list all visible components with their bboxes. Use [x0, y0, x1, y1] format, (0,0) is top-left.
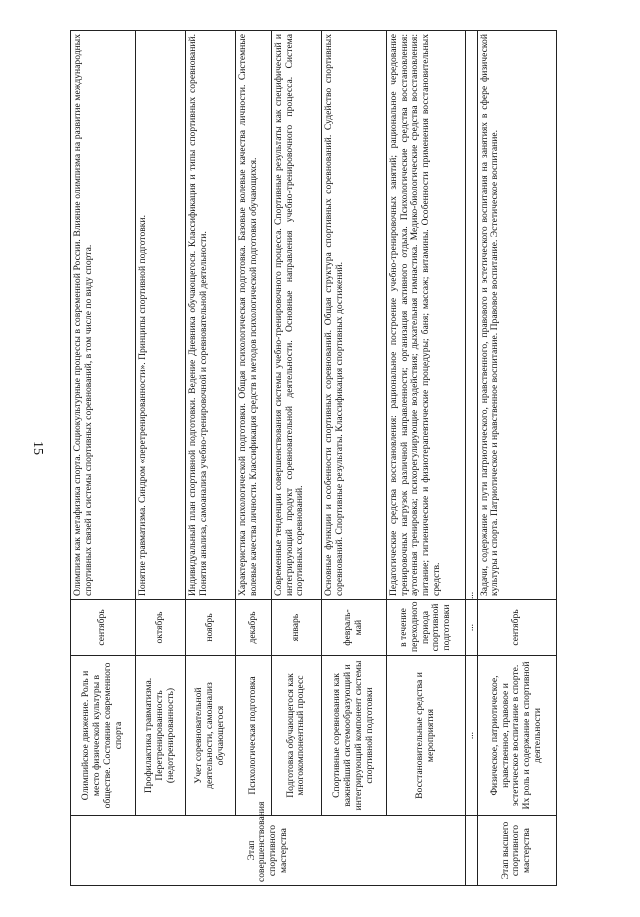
content-cell: Олимпизм как метафизика спорта. Социокультурные процессы в современной России. Влияние олимпизма на развитие международных спортивных связей и системы спортивных соревнований, в том числе по виду спорта.	[71, 31, 136, 600]
content-cell: ...	[465, 31, 477, 600]
content-cell: Педагогические средства восстановления: рациональное построение учебно-тренировочных занятий; рациональное чередование тренировочных нагрузок различной направленности; организация активного отдыха. Психологические средства восстановления: аутогенная тренировка; психорегулирующие воздействия; дыхательная гимнастика. Медико-биологические средства восстановления: питание; гигиенические и физиотерапевтические процедуры; баня; массаж; витамины. Особенности применения восстановительных средств.	[386, 31, 465, 600]
topic-cell: ...	[465, 656, 477, 816]
training-plan-table	[70, 30, 557, 886]
time-cell: сентябрь	[71, 600, 136, 656]
time-cell: в течение переходного периода спортивной подготовки	[386, 600, 465, 656]
table-row	[185, 31, 235, 886]
table-row	[477, 31, 556, 886]
page-number: 15	[30, 441, 45, 455]
stage-cell	[465, 816, 477, 886]
topic-cell: Подготовка обучающегося как многокомпонентный процесс	[271, 656, 321, 816]
time-cell: октябрь	[135, 600, 185, 656]
content-cell: Индивидуальный план спортивной подготовки. Ведение Дневника обучающегося. Классификация и типы спортивных соревнований. Понятия анализа, самоанализа учебно-тренировочной и соревновательной деятельности.	[185, 31, 235, 600]
table-row	[386, 31, 465, 886]
table-row	[71, 31, 136, 886]
scanned-table-frame	[70, 30, 557, 886]
time-cell: январь	[271, 600, 321, 656]
stage-cell: Этап высшего спортивного мастерства	[477, 816, 556, 886]
content-cell: Основные функции и особенности спортивных соревнований. Общая структура спортивных соревнований. Судейство спортивных соревнований. Спортивные результаты. Классификация спортивных достижений.	[322, 31, 387, 600]
table-row	[271, 31, 321, 886]
time-cell: февраль-май	[322, 600, 387, 656]
table-row	[322, 31, 387, 886]
time-cell: сентябрь	[477, 600, 556, 656]
topic-cell: Олимпийское движение. Роль и место физической культуры в обществе. Состояние современного спорта	[71, 656, 136, 816]
topic-cell: Восстановительные средства и мероприятия	[386, 656, 465, 816]
content-cell: Характеристика психологической подготовки. Общая психологическая подготовка. Базовые волевые качества личности. Системные волевые качества личности. Классификация средств и методов психологической подготовки обучающихся.	[236, 31, 272, 600]
time-cell: ноябрь	[185, 600, 235, 656]
content-cell: Современные тенденции совершенствования системы учебно-тренировочного процесса. Спортивные результаты как специфический и интегрирующий продукт соревновательной деятельности. Основные направления учебно-тренировочного процесса. Система спортивных соревнований.	[271, 31, 321, 600]
topic-cell: Учет соревновательной деятельности, самоанализ обучающегося	[185, 656, 235, 816]
topic-cell: Физическое, патриотическое, нравственное, правовое и эстетическое воспитание в спорте. Их роль и содержание в спортивной деятельности	[477, 656, 556, 816]
topic-cell: Спортивные соревнования как важнейший системообразующий и интегрирующий компонент системы спортивной подготовки	[322, 656, 387, 816]
content-cell: Понятие травматизма. Синдром «перетренированности». Принципы спортивной подготовки.	[135, 31, 185, 600]
time-cell: декабрь	[236, 600, 272, 656]
topic-cell: Психологическая подготовка	[236, 656, 272, 816]
table-row	[236, 31, 272, 886]
rotated-page-content	[70, 30, 557, 886]
topic-cell: Профилактика травматизма. Перетренированность (недотренированность)	[135, 656, 185, 816]
content-cell: Задачи, содержание и пути патриотического, нравственного, правового и эстетического воспитания на занятиях в сфере физической культуры и спорта. Патриотическое и нравственное воспитание. Правовое воспитание. Эстетическое воспитание.	[477, 31, 556, 600]
stage-cell: Этап совершенствования спортивного мастерства	[71, 816, 466, 886]
time-cell: ...	[465, 600, 477, 656]
table-row-ellipsis	[465, 31, 477, 886]
table-row	[135, 31, 185, 886]
